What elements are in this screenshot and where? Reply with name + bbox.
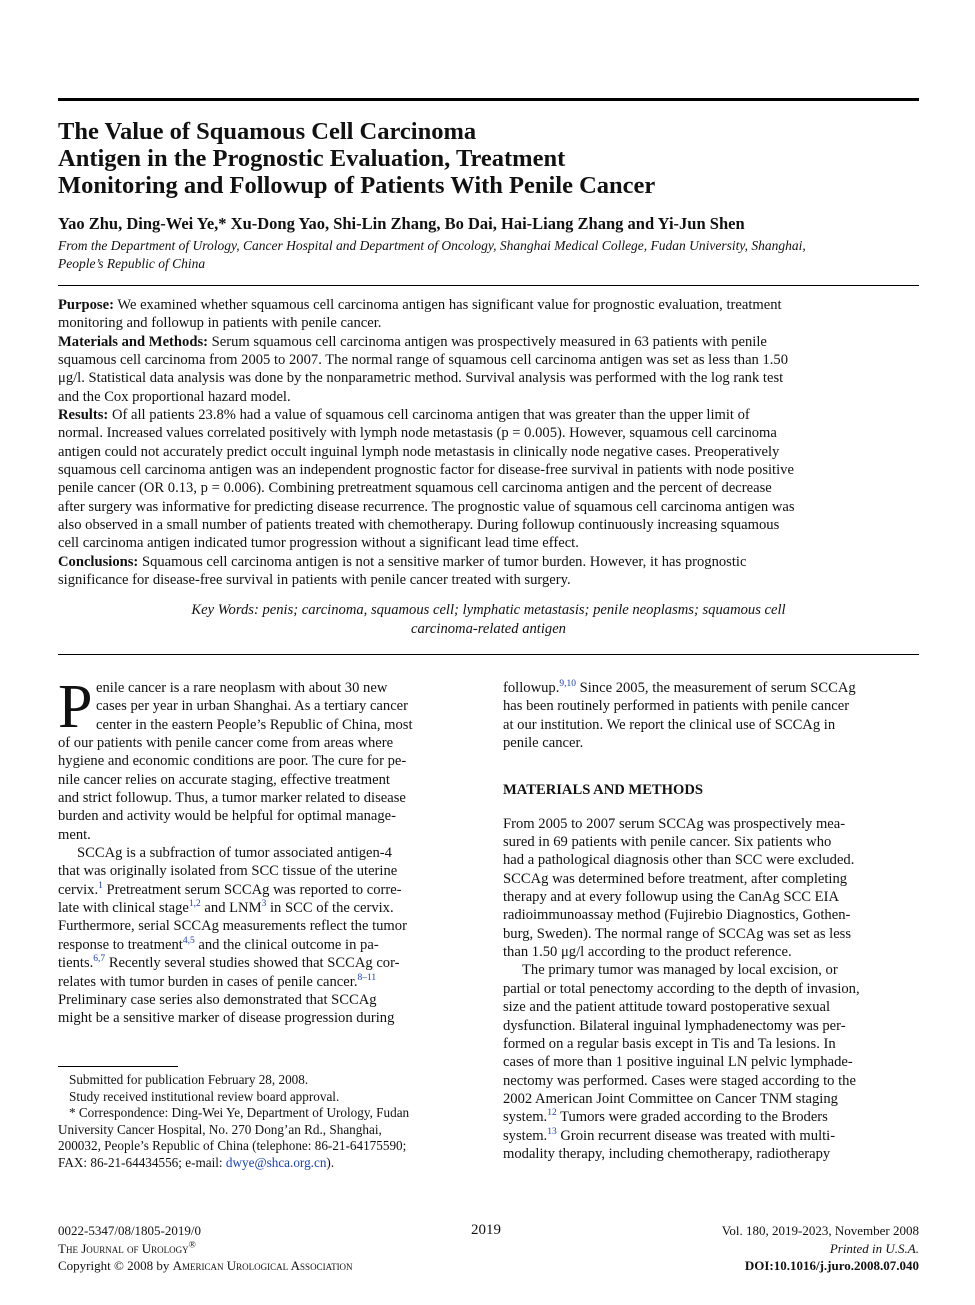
footnote-text: University Cancer Hospital, No. 270 Dong’an Rd., Shanghai, bbox=[58, 1121, 382, 1137]
abstract-line bbox=[58, 553, 919, 571]
body-text: followup. bbox=[503, 680, 560, 696]
body-text: Groin recurrent disease was treated with multi- bbox=[560, 1127, 836, 1144]
body-text: Recently several studies showed that SCCAg cor- bbox=[108, 955, 400, 972]
body-text: and the clinical outcome in pa- bbox=[198, 936, 379, 953]
abstract-text: significance for disease-free survival in patients with penile cancer treated with surgery. bbox=[58, 572, 571, 589]
methods-label: Materials and Methods: bbox=[58, 333, 208, 350]
abstract-bottom-rule bbox=[58, 654, 919, 655]
body-text: nile cancer relies on accurate staging, effective treatment bbox=[58, 771, 390, 788]
body-line bbox=[58, 881, 474, 899]
body-line bbox=[58, 697, 474, 715]
body-line bbox=[58, 771, 474, 789]
abstract-line bbox=[58, 369, 919, 387]
abstract-line bbox=[58, 424, 919, 442]
registered-mark: ® bbox=[188, 1240, 196, 1251]
body-line bbox=[58, 679, 474, 697]
body-line bbox=[503, 1053, 919, 1071]
body-text: size and the patient attitude toward postoperative sexual bbox=[503, 999, 831, 1016]
conclusions-label: Conclusions: bbox=[58, 553, 139, 570]
footnote-line bbox=[58, 1072, 474, 1089]
body-line bbox=[58, 936, 474, 954]
body-text: has been routinely performed in patients with penile cancer bbox=[503, 698, 850, 715]
body-line bbox=[503, 961, 919, 979]
body-line bbox=[503, 716, 919, 734]
body-text: Pretreatment serum SCCAg was reported to corre- bbox=[106, 881, 402, 898]
journal-title: The Journal of Urology bbox=[58, 1240, 189, 1256]
affiliation bbox=[58, 237, 919, 273]
abstract-text: penile cancer (OR 0.13, p = 0.006). Combining pretreatment squamous cell carcinoma antigen and the percent of decrease bbox=[58, 480, 772, 497]
abstract-text: Serum squamous cell carcinoma antigen was prospectively measured in 63 patients with penile bbox=[211, 333, 767, 350]
body-line bbox=[58, 752, 474, 770]
body-text: SCCAg was determined before treatment, after completing bbox=[503, 870, 848, 887]
body-line bbox=[58, 734, 474, 752]
body-text: than 1.50 μg/l according to the product reference. bbox=[503, 944, 792, 961]
body-text: system. bbox=[503, 1127, 548, 1144]
abstract-line bbox=[58, 498, 919, 516]
footnote-text: FAX: 86-21-64434556; e-mail: bbox=[58, 1154, 223, 1170]
doi[interactable]: DOI:10.1016/j.juro.2008.07.040 bbox=[744, 1258, 919, 1273]
body-line bbox=[503, 925, 919, 943]
abstract-line bbox=[58, 534, 919, 552]
body-line bbox=[58, 716, 474, 734]
body-line bbox=[503, 1108, 919, 1126]
citation-link[interactable]: 9,10 bbox=[559, 679, 576, 690]
affiliation-line: People’s Republic of China bbox=[58, 256, 206, 271]
title-line: Monitoring and Followup of Patients With Penile Cancer bbox=[58, 172, 656, 199]
citation-link[interactable]: 1,2 bbox=[188, 899, 201, 910]
copyright bbox=[58, 1257, 353, 1275]
body-line bbox=[58, 991, 474, 1009]
right-column bbox=[503, 679, 919, 1163]
body-text: in SCC of the cervix. bbox=[269, 900, 394, 917]
body-text: modality therapy, including chemotherapy, radiotherapy bbox=[503, 1145, 831, 1162]
printed-in: Printed in U.S.A. bbox=[829, 1240, 919, 1256]
footnotes bbox=[58, 1072, 474, 1172]
abstract-line bbox=[58, 314, 919, 332]
abstract-text: Squamous cell carcinoma antigen is not a sensitive marker of tumor burden. However, it has prognostic bbox=[141, 553, 747, 570]
citation-link[interactable]: 1 bbox=[98, 880, 103, 891]
abstract-text: μg/l. Statistical data analysis was done by the nonparametric method. Survival analysis was performed with the log rank test bbox=[58, 370, 784, 387]
body-line bbox=[503, 998, 919, 1016]
body-line bbox=[58, 807, 474, 825]
body-text: formed on a regular basis except in Tis and Ta lesions. In bbox=[503, 1035, 836, 1052]
article-title bbox=[58, 118, 858, 199]
abstract-text: monitoring and followup in patients with penile cancer. bbox=[58, 315, 382, 332]
journal-name bbox=[58, 1240, 353, 1258]
section-heading: MATERIALS AND METHODS bbox=[503, 782, 704, 799]
body-text: cervix. bbox=[58, 881, 99, 898]
body-line bbox=[58, 826, 474, 844]
key-words-line: Key Words: penis; carcinoma, squamous cell; lymphatic metastasis; penile neoplasms; squamous cell bbox=[191, 602, 786, 618]
body-text: had a pathological diagnosis other than SCC were excluded. bbox=[503, 852, 855, 869]
key-words-line: carcinoma-related antigen bbox=[411, 621, 566, 637]
citation-link[interactable]: 12 bbox=[547, 1108, 557, 1119]
body-text: system. bbox=[503, 1109, 548, 1126]
body-text: partial or total penectomy according to the depth of invasion, bbox=[503, 980, 860, 997]
body-text: burden and activity would be helpful for optimal manage- bbox=[58, 808, 396, 825]
abstract-line bbox=[58, 479, 919, 497]
body-line bbox=[503, 870, 919, 888]
body-line bbox=[503, 1145, 919, 1163]
body-text: Since 2005, the measurement of serum SCCAg bbox=[579, 680, 856, 696]
abstract-text: and the Cox proportional hazard model. bbox=[58, 388, 291, 405]
volume-info: Vol. 180, 2019-2023, November 2008 bbox=[721, 1223, 919, 1238]
body-text: radioimmunoassay method (Fujirebio Diagnostics, Gothen- bbox=[503, 907, 851, 924]
body-line bbox=[58, 789, 474, 807]
footnote-line bbox=[58, 1105, 474, 1122]
abstract-text: cell carcinoma antigen indicated tumor progression without a significant lead time effect. bbox=[58, 535, 579, 552]
footnote-line bbox=[58, 1155, 474, 1172]
abstract bbox=[58, 296, 919, 590]
body-text: at our institution. We report the clinical use of SCCAg in bbox=[503, 716, 836, 733]
title-line: The Value of Squamous Cell Carcinoma bbox=[58, 118, 477, 145]
body-text: cases of more than 1 positive inguinal LN pelvic lymphade- bbox=[503, 1054, 853, 1071]
body-line bbox=[503, 815, 919, 833]
body-line bbox=[503, 1017, 919, 1035]
footnote-line bbox=[58, 1138, 474, 1155]
body-line bbox=[503, 888, 919, 906]
citation-link[interactable]: 13 bbox=[547, 1126, 557, 1137]
citation-link[interactable]: 4,5 bbox=[182, 935, 195, 946]
body-line bbox=[503, 833, 919, 851]
abstract-line bbox=[58, 406, 919, 424]
abstract-text: squamous cell carcinoma from 2005 to 2007. The normal range of squamous cell carcinoma antigen was set as less than 1.50 bbox=[58, 352, 789, 369]
drop-cap: P bbox=[58, 673, 93, 741]
abstract-text: Of all patients 23.8% had a value of squamous cell carcinoma antigen that was greater than the upper limit of bbox=[111, 407, 750, 424]
body-line bbox=[503, 1072, 919, 1090]
body-text: therapy and at every followup using the CanAg SCC EIA bbox=[503, 889, 839, 906]
body-text: tients. bbox=[58, 955, 94, 972]
abstract-text: after surgery was informative for predicting disease recurrence. The prognostic value of squamous cell carcinoma antigen was bbox=[58, 498, 795, 515]
body-text: SCCAg is a subfraction of tumor associated antigen-4 bbox=[77, 845, 392, 862]
footnote-line bbox=[58, 1089, 474, 1106]
affiliation-line: From the Department of Urology, Cancer Hospital and Department of Oncology, Shanghai Medical College, Fudan University, Shanghai, bbox=[58, 238, 806, 253]
left-column bbox=[58, 673, 474, 1028]
abstract-text: squamous cell carcinoma antigen was an independent prognostic factor for disease-free survival in patients with node positive bbox=[58, 462, 794, 479]
body-line bbox=[503, 679, 919, 697]
footer-left bbox=[58, 1222, 353, 1275]
association-name: American Urological Association bbox=[172, 1258, 353, 1273]
body-line bbox=[503, 1035, 919, 1053]
citation-link[interactable]: 6,7 bbox=[93, 954, 106, 965]
body-text: cases per year in urban Shanghai. As a tertiary cancer bbox=[96, 698, 409, 715]
issn: 0022-5347/08/1805-2019/0 bbox=[58, 1223, 201, 1238]
body-text: that was originally isolated from SCC tissue of the uterine bbox=[58, 863, 398, 880]
abstract-line bbox=[58, 333, 919, 351]
body-line bbox=[58, 917, 474, 935]
body-text: The primary tumor was managed by local excision, or bbox=[522, 962, 838, 979]
body-line bbox=[58, 954, 474, 972]
abstract-text: antigen could not accurately predict occult inguinal lymph node metastasis in clinically node negative cases. Preoperatively bbox=[58, 443, 780, 460]
body-text: response to treatment bbox=[58, 936, 183, 953]
purpose-label: Purpose: bbox=[58, 297, 114, 313]
body-text: sured in 69 patients with penile cancer. Six patients who bbox=[503, 834, 832, 851]
footnote-line bbox=[58, 1122, 474, 1139]
body-text: Tumors were graded according to the Broders bbox=[560, 1109, 828, 1126]
body-line bbox=[503, 697, 919, 715]
abstract-line bbox=[58, 571, 919, 589]
abstract-line bbox=[58, 516, 919, 534]
footnote-text: 200032, People’s Republic of China (telephone: 86-21-64175590; bbox=[58, 1138, 407, 1154]
body-line bbox=[503, 734, 919, 752]
body-line bbox=[503, 1127, 919, 1145]
footer-right bbox=[722, 1222, 919, 1275]
body-text: relates with tumor burden in cases of penile cancer. bbox=[58, 973, 358, 990]
citation-link[interactable]: 8–11 bbox=[357, 972, 377, 983]
body-text: of our patients with penile cancer come from areas where bbox=[58, 735, 394, 752]
body-text: burg, Sweden). The normal range of SCCAg was set as less bbox=[503, 925, 852, 942]
title-line: Antigen in the Prognostic Evaluation, Treatment bbox=[58, 145, 566, 172]
citation-link[interactable]: 3 bbox=[261, 899, 267, 910]
abstract-text: also observed in a small number of patients treated with chemotherapy. During followup continuously increasing squamous bbox=[58, 517, 780, 534]
body-text: enile cancer is a rare neoplasm with about 30 new bbox=[96, 680, 388, 696]
body-text: ment. bbox=[58, 826, 91, 843]
body-line bbox=[503, 851, 919, 869]
body-text: From 2005 to 2007 serum SCCAg was prospectively mea- bbox=[503, 815, 846, 832]
results-label: Results: bbox=[58, 407, 109, 424]
footnote-text: Submitted for publication February 28, 2008. bbox=[69, 1072, 309, 1087]
abstract-line bbox=[58, 296, 919, 314]
author-list: Yao Zhu, Ding-Wei Ye,* Xu-Dong Yao, Shi-Lin Zhang, Bo Dai, Hai-Liang Zhang and Yi-Jun Shen bbox=[58, 214, 745, 233]
body-line bbox=[503, 943, 919, 961]
footnote-text: ). bbox=[326, 1154, 335, 1170]
abstract-line bbox=[58, 461, 919, 479]
body-text: and strict followup. Thus, a tumor marker related to disease bbox=[58, 790, 406, 807]
abstract-line bbox=[58, 351, 919, 369]
body-line bbox=[58, 1009, 474, 1027]
body-text: nectomy was performed. Cases were staged according to the bbox=[503, 1072, 856, 1089]
body-text: might be a sensitive marker of disease progression during bbox=[58, 1010, 395, 1027]
footnote-text: * Correspondence: Ding-Wei Ye, Department of Urology, Fudan bbox=[69, 1105, 410, 1121]
footnote-text: Study received institutional review board approval. bbox=[69, 1088, 340, 1104]
body-line bbox=[58, 973, 474, 991]
body-text: Preliminary case series also demonstrated that SCCAg bbox=[58, 991, 377, 1008]
body-text: Furthermore, serial SCCAg measurements reflect the tumor bbox=[58, 918, 407, 935]
top-rule bbox=[58, 98, 919, 101]
footnote-rule bbox=[58, 1066, 178, 1067]
body-line bbox=[58, 862, 474, 880]
abstract-text: We examined whether squamous cell carcinoma antigen has significant value for prognostic evaluation, treatment bbox=[117, 297, 782, 313]
body-text: and LNM bbox=[204, 900, 262, 917]
body-line bbox=[58, 844, 474, 862]
body-line bbox=[503, 1090, 919, 1108]
abstract-line bbox=[58, 443, 919, 461]
body-line bbox=[503, 980, 919, 998]
page-number: 2019 bbox=[471, 1222, 501, 1238]
body-text: hygiene and economic conditions are poor. The cure for pe- bbox=[58, 753, 407, 770]
key-words bbox=[58, 601, 919, 639]
abstract-line bbox=[58, 388, 919, 406]
copyright-text: Copyright © 2008 by bbox=[58, 1258, 170, 1273]
body-text: dysfunction. Bilateral inguinal lymphadenectomy was per- bbox=[503, 1017, 846, 1034]
body-text: penile cancer. bbox=[503, 735, 584, 752]
body-text: center in the eastern People’s Republic of China, most bbox=[96, 716, 413, 733]
abstract-top-rule bbox=[58, 285, 919, 286]
body-line bbox=[503, 906, 919, 924]
body-text: late with clinical stage bbox=[58, 900, 189, 917]
abstract-text: normal. Increased values correlated positively with lymph node metastasis (p = 0.005). However, squamous cell carcinoma bbox=[58, 425, 777, 442]
body-line bbox=[58, 899, 474, 917]
email-link[interactable]: dwye@shca.org.cn bbox=[225, 1154, 327, 1170]
body-text: 2002 American Joint Committee on Cancer TNM staging bbox=[503, 1090, 838, 1107]
